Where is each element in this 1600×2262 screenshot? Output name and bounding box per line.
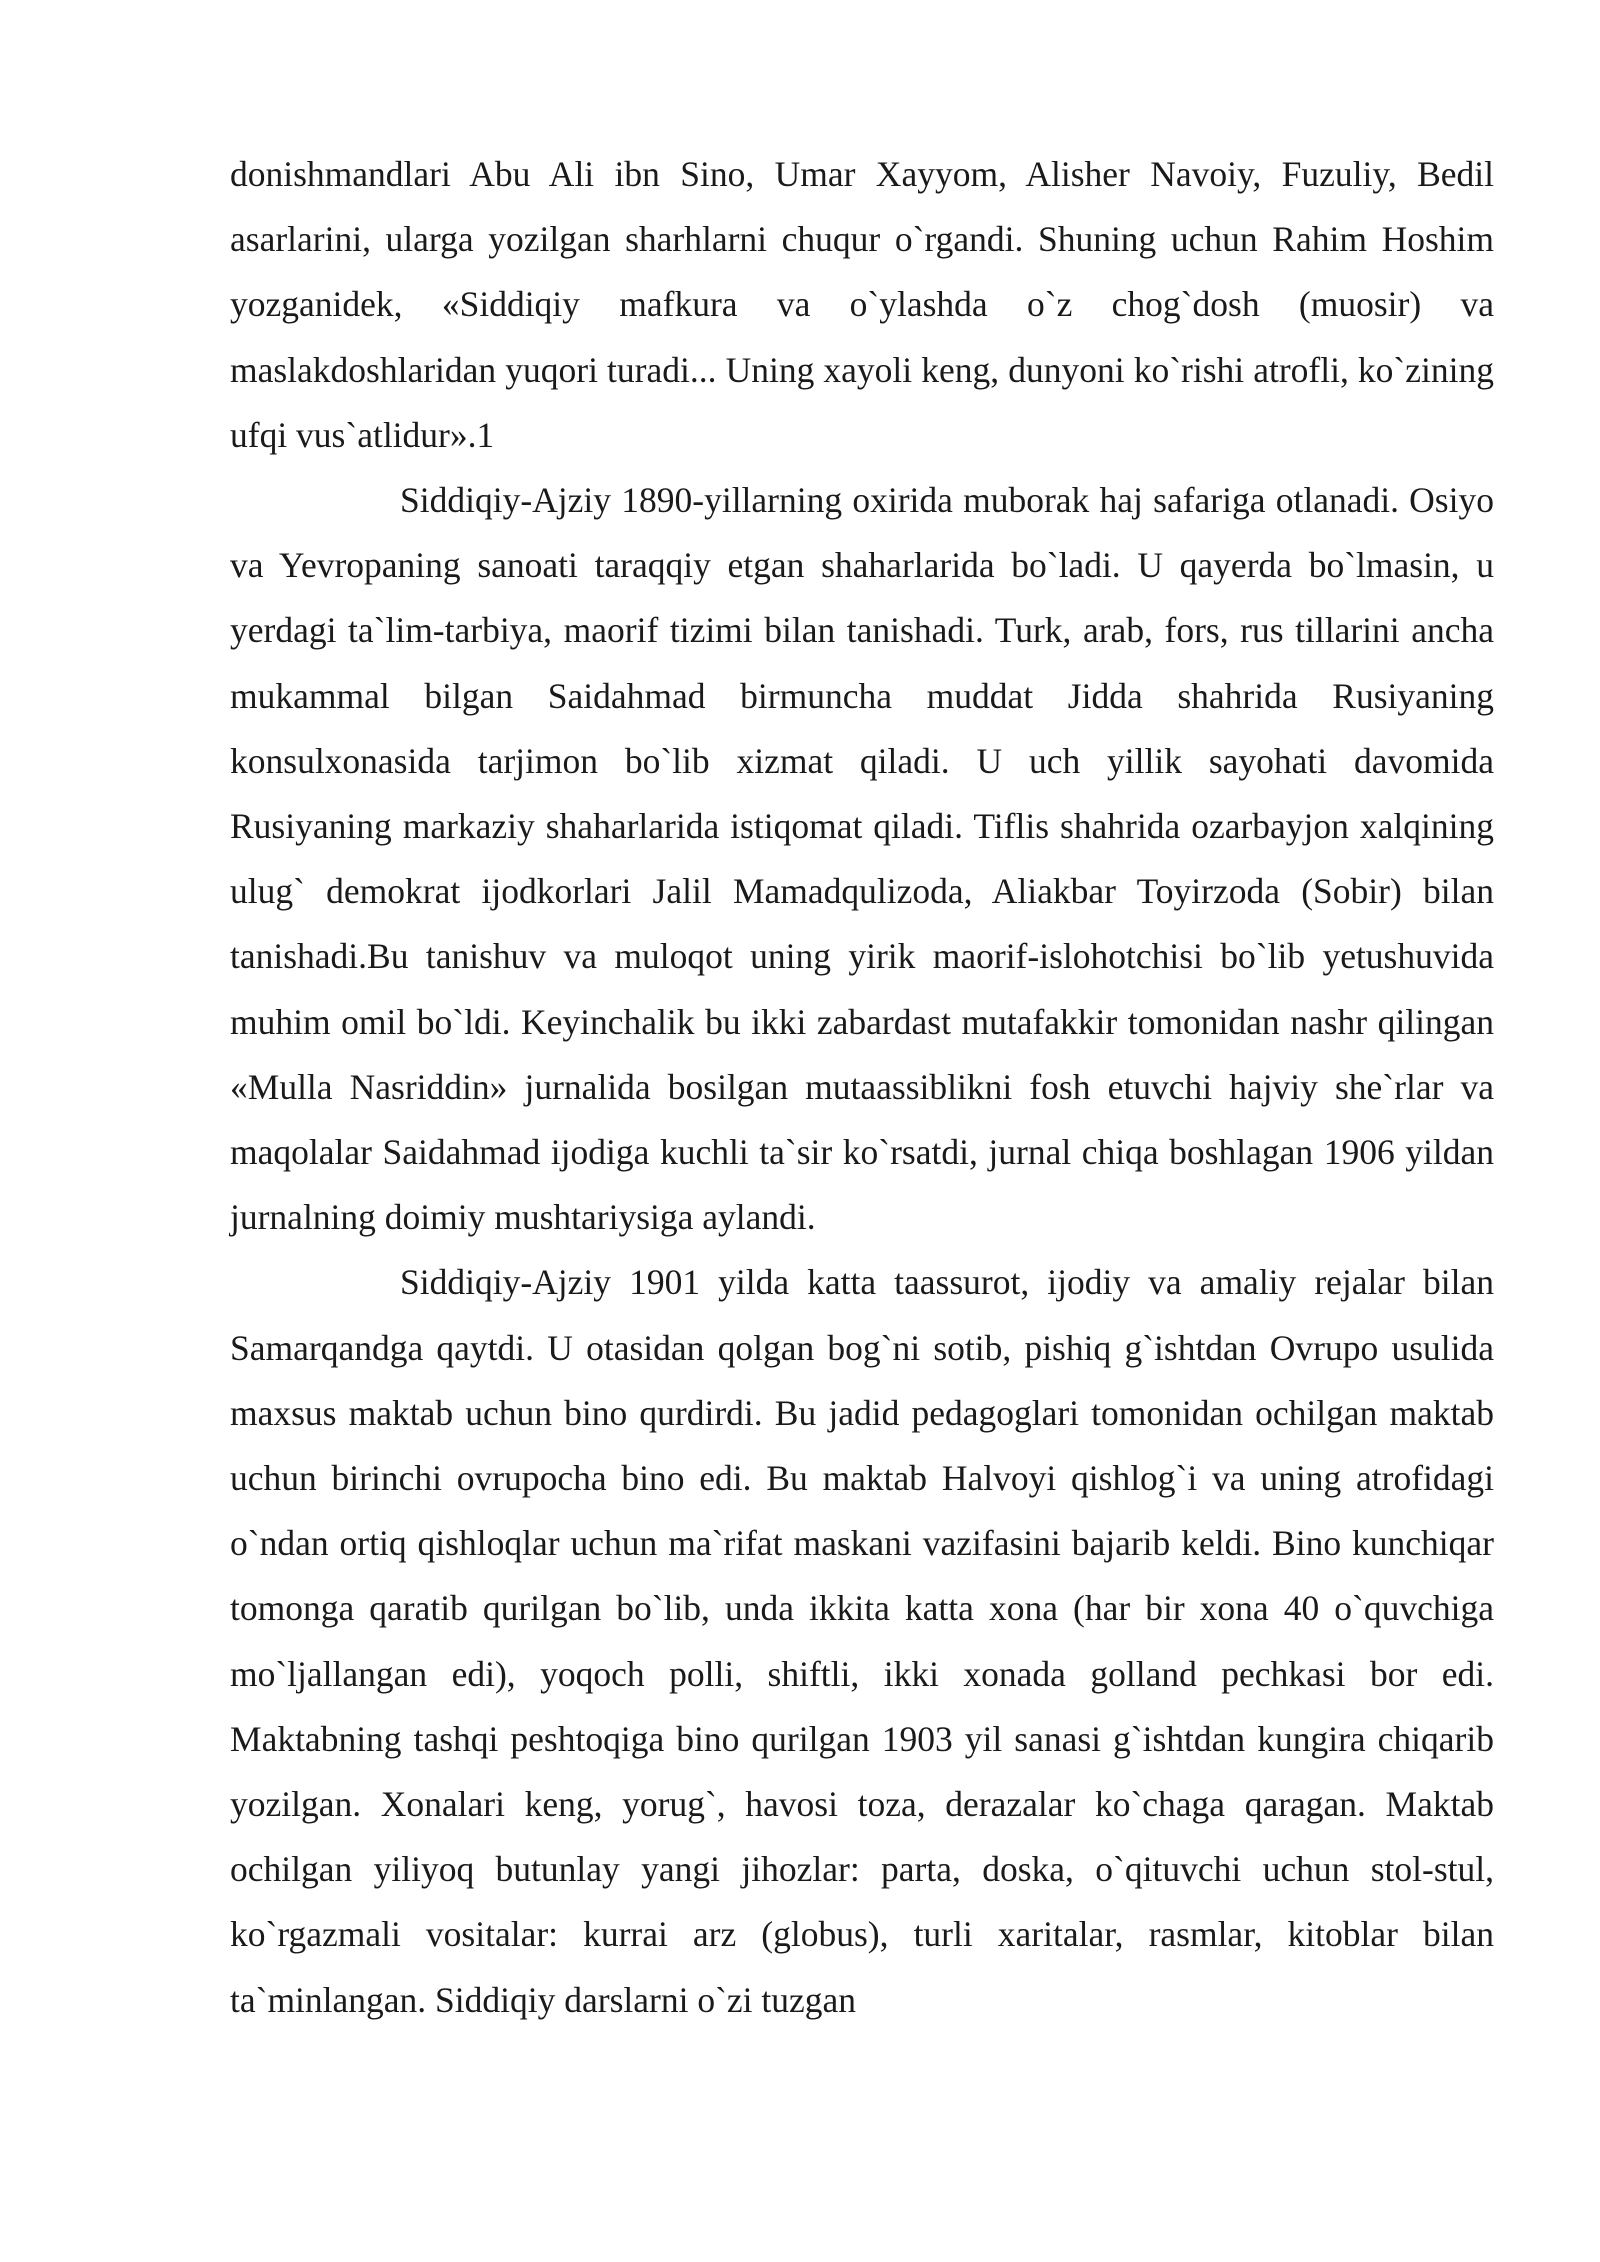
paragraph-2: Siddiqiy-Ajziy 1890-yillarning oxirida muborak haj safariga otlanadi. Osiyo va Yevropaning sanoati taraqqiy etgan shaharlarida bo`ladi. U qayerda bo`lmasin, u yerdagi ta`lim-tarbiya, maorif tizimi bilan tanishadi. Turk, arab, fors, rus tillarini ancha mukammal bilgan Saidahmad birmuncha muddat Jidda shahrida Rusiyaning konsulxonasida tarjimon bo`lib xizmat qiladi. U uch yillik sayohati davomida Rusiyaning markaziy shaharlarida istiqomat qiladi. Tiflis shahrida ozarbayjon xalqining ulug` demokrat ijodkorlari Jalil Mamadqulizoda, Aliakbar Toyirzoda (Sobir) bilan tanishadi.Bu tanishuv va muloqot uning yirik maorif-islohotchisi bo`lib yetushuvida muhim omil bo`ldi. Keyinchalik bu ikki zabardast mutafakkir tomonidan nashr qilingan «Mulla Nasriddin» jurnalida bosilgan mutaassiblikni fosh etuvchi hajviy she`rlar va maqolalar Saidahmad ijodiga kuchli ta`sir ko`rsatdi, jurnal chiqa boshlagan 1906 yildan jurnalning doimiy mushtariysiga aylandi.	[230, 480, 1494, 1238]
document-body	[230, 142, 1494, 2033]
paragraph-1: donishmandlari Abu Ali ibn Sino, Umar Xayyom, Alisher Navoiy, Fuzuliy, Bedil asarlarini, ularga yozilgan sharhlarni chuqur o`rgandi. Shuning uchun Rahim Hoshim yozganidek, «Siddiqiy mafkura va o`ylashda o`z chog`dosh (muosir) va maslakdoshlaridan yuqori turadi... Uning xayoli keng, dunyoni ko`rishi atrofli, ko`zining ufqi vus`atlidur».1	[230, 154, 1494, 455]
paragraph-3: Siddiqiy-Ajziy 1901 yilda katta taassurot, ijodiy va amaliy rejalar bilan Samarqandga qaytdi. U otasidan qolgan bog`ni sotib, pishiq g`ishtdan Ovrupo usulida maxsus maktab uchun bino qurdirdi. Bu jadid pedagoglari tomonidan ochilgan maktab uchun birinchi ovrupocha bino edi. Bu maktab Halvoyi qishlog`i va uning atrofidagi o`ndan ortiq qishloqlar uchun ma`rifat maskani vazifasini bajarib keldi. Bino kunchiqar tomonga qaratib qurilgan bo`lib, unda ikkita katta xona (har bir xona 40 o`quvchiga mo`ljallangan edi), yoqoch polli, shiftli, ikki xonada golland pechkasi bor edi. Maktabning tashqi peshtoqiga bino qurilgan 1903 yil sanasi g`ishtdan kungira chiqarib yozilgan. Xonalari keng, yorug`, havosi toza, derazalar ko`chaga qaragan. Maktab ochilgan yiliyoq butunlay yangi jihozlar: parta, doska, o`qituvchi uchun stol-stul, ko`rgazmali vositalar: kurrai arz (globus), turli xaritalar, rasmlar, kitoblar bilan ta`minlangan. Siddiqiy darslarni o`zi tuzgan	[230, 1262, 1494, 2020]
